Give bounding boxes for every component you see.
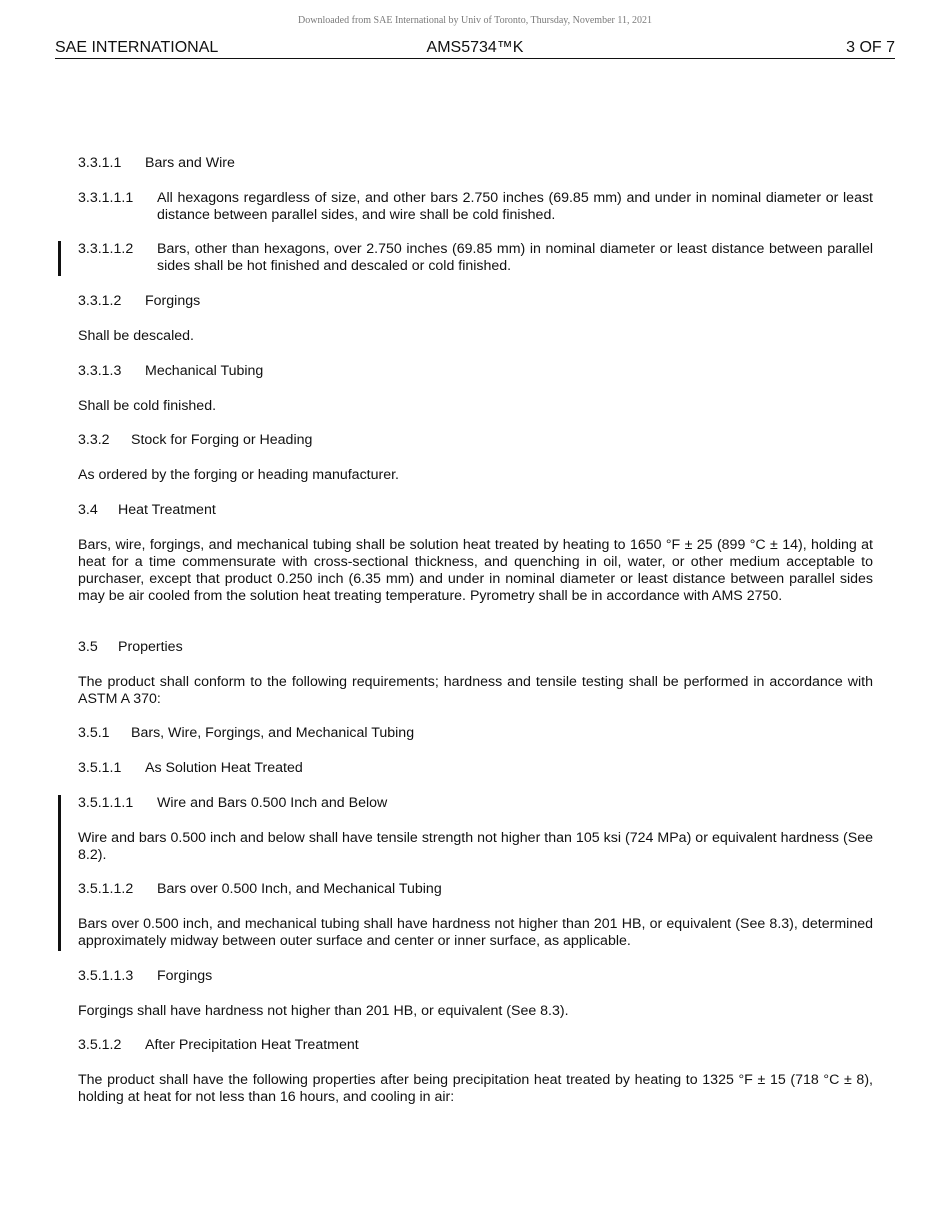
clause-text: All hexagons regardless of size, and other bars 2.750 inches (69.85 mm) and under in nominal diameter or least distance between parallel sides, and wire shall be cold finished. (157, 190, 873, 223)
section-number: 3.3.1.3 (78, 363, 122, 379)
section-title: After Precipitation Heat Treatment (145, 1037, 359, 1053)
header-document-id: AMS5734™K (426, 39, 524, 56)
header-page-number: 3 OF 7 (846, 39, 895, 56)
download-watermark: Downloaded from SAE International by Univ of Toronto, Thursday, November 11, 2021 (298, 15, 652, 26)
section-number: 3.3.1.1 (78, 155, 122, 171)
section-title: Heat Treatment (118, 502, 216, 518)
section-title: Mechanical Tubing (145, 363, 264, 379)
section-number: 3.5.1.1.1 (78, 795, 134, 811)
section-text-3-5-1-1-3: Forgings shall have hardness not higher than 201 HB, or equivalent (See 8.3). (78, 1003, 569, 1019)
section-heading-3-5-1-1-1 (78, 795, 387, 812)
section-number: 3.5.1.2 (78, 1037, 122, 1053)
page-header (55, 38, 895, 59)
section-title: Forgings (145, 293, 201, 309)
section-number: 3.5.1 (78, 725, 110, 741)
section-title: As Solution Heat Treated (145, 760, 303, 776)
header-publisher: SAE INTERNATIONAL (55, 39, 219, 56)
section-text-3-5: The product shall conform to the following requirements; hardness and tensile testing shall be performed in accordance with ASTM A 370: (78, 674, 873, 707)
section-text-3-3-1-3: Shall be cold finished. (78, 398, 217, 414)
clause-3-3-1-1-1 (78, 190, 873, 224)
revision-change-bar (58, 241, 61, 276)
section-number: 3.3.2 (78, 432, 110, 448)
section-title: Properties (118, 639, 183, 655)
section-text-3-3-2: As ordered by the forging or heading manufacturer. (78, 467, 399, 483)
section-number: 3.3.1.2 (78, 293, 122, 309)
clause-number: 3.3.1.1.2 (78, 241, 134, 257)
section-text-3-3-1-2: Shall be descaled. (78, 328, 194, 344)
section-heading-3-4 (78, 502, 216, 519)
section-title: Bars and Wire (145, 155, 235, 171)
clause-number: 3.3.1.1.1 (78, 190, 134, 206)
section-title: Stock for Forging or Heading (131, 432, 313, 448)
section-title: Bars over 0.500 Inch, and Mechanical Tubing (157, 881, 442, 897)
section-heading-3-3-1-3 (78, 363, 263, 380)
section-heading-3-3-1-2 (78, 293, 200, 310)
section-title: Forgings (157, 968, 213, 984)
clause-3-3-1-1-2 (78, 241, 873, 275)
section-heading-3-5-1-1-3 (78, 968, 212, 985)
section-title: Wire and Bars 0.500 Inch and Below (157, 795, 388, 811)
section-heading-3-3-2 (78, 432, 312, 449)
section-text-3-5-1-1-1: Wire and bars 0.500 inch and below shall have tensile strength not higher than 105 ksi (724 MPa) or equivalent hardness (See 8.2). (78, 830, 873, 863)
section-text-3-5-1-2: The product shall have the following properties after being precipitation heat treated by heating to 1325 °F ± 15 (718 °C ± 8), holding at heat for not less than 16 hours, and cooling in air: (78, 1072, 873, 1105)
section-heading-3-5-1-1 (78, 760, 303, 777)
section-heading-3-5-1-1-2 (78, 881, 442, 898)
section-heading-3-5-1 (78, 725, 414, 742)
section-text-3-4: Bars, wire, forgings, and mechanical tubing shall be solution heat treated by heating to 1650 °F ± 25 (899 °C ± 14), holding at heat for a time commensurate with cross-sectional thickness, and quenching in oil, water, or other medium acceptable to purchaser, except that product 0.250 inch (6.35 mm) and under in nominal diameter or least distance between parallel sides may be air cooled from the solution heat treating temperature. Pyrometry shall be in accordance with AMS 2750. (78, 537, 873, 604)
section-title: Bars, Wire, Forgings, and Mechanical Tubing (131, 725, 415, 741)
section-heading-3-3-1-1 (78, 155, 235, 172)
revision-change-bar (58, 795, 61, 951)
section-heading-3-5-1-2 (78, 1037, 359, 1054)
section-text-3-5-1-1-2: Bars over 0.500 inch, and mechanical tubing shall have hardness not higher than 201 HB, or equivalent (See 8.3), determined approximately midway between outer surface and center or inner surface, as applicable. (78, 916, 873, 949)
clause-text: Bars, other than hexagons, over 2.750 inches (69.85 mm) in nominal diameter or least distance between parallel sides shall be hot finished and descaled or cold finished. (157, 241, 873, 274)
section-number: 3.5.1.1 (78, 760, 122, 776)
section-number: 3.5.1.1.3 (78, 968, 134, 984)
section-number: 3.5 (78, 639, 98, 655)
section-number: 3.4 (78, 502, 98, 518)
section-number: 3.5.1.1.2 (78, 881, 134, 897)
section-heading-3-5 (78, 639, 183, 656)
